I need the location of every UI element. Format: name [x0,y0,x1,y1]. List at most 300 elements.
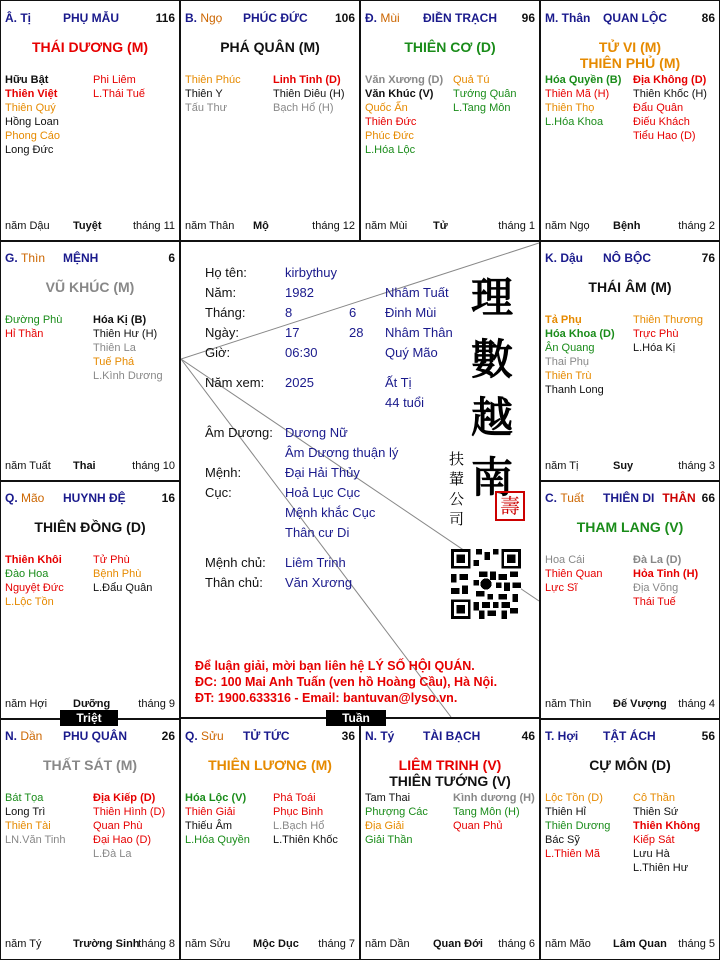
triet-tag: Triệt [60,710,118,726]
palace-branch-name: Mùi [380,11,400,25]
main-star: VŨ KHÚC (M) [45,279,135,295]
palace-header [541,11,719,27]
palace-name: HUYNH ĐỆ [63,491,126,505]
main-star: THÁI ÂM (M) [588,279,672,295]
palace-branch-code: N. Tý [365,729,395,743]
palace-year: năm Dậu [5,220,50,232]
minor-star: Đường Phù [5,314,63,326]
minor-star: Thiên La [93,342,136,354]
contact-phone-email[interactable]: ĐT: 1900.633316 - Email: bantuvan@lyso.vn. [195,691,458,705]
minor-star: L.Đẩu Quân [93,582,153,594]
palace-header [1,729,179,745]
palace-year: năm Dần [365,938,410,950]
main-star: PHÁ QUÂN (M) [220,39,320,55]
minor-stars-left [5,791,66,847]
palace-number: 106 [334,11,355,25]
palace-footer [1,697,179,711]
minor-stars-right [93,553,152,595]
main-stars [181,757,359,773]
minor-star: Quốc Ấn [365,102,408,114]
minor-stars-right [633,313,703,355]
minor-stars-right [93,313,163,383]
minor-star: L.Hóa Lộc [365,144,416,156]
minor-star: Thái Tuế [633,596,676,608]
palace-stage: Dưỡng [73,698,111,710]
palace-cell-thin[interactable] [0,240,180,482]
palace-branch-code: Q. [5,491,22,505]
minor-star: Quan Phủ [453,820,503,832]
palace-name: PHÚC ĐỨC [243,11,308,25]
palace-number: 46 [521,729,535,743]
minor-star: Thiên Quan [545,568,603,580]
hour-can: Quý Mão [385,345,438,360]
minor-star: Thai Phụ [545,356,590,368]
palace-branch-name: Dần [20,729,43,743]
minor-star: L.Thiên Mã [545,848,601,860]
minor-star: Bạch Hổ (H) [273,102,334,114]
palace-branch [365,729,394,743]
minor-star: Thiên Hỉ [545,806,586,818]
minor-star: Thiên Quý [5,102,56,114]
minor-stars-left [545,73,621,129]
minor-star: Địa Võng [633,582,679,594]
minor-star: Hoa Cái [545,554,585,566]
palace-branch-name: Sửu [201,729,224,743]
minor-stars-left [5,73,60,157]
palace-footer [361,219,539,233]
minor-star: Địa Kiếp (D) [93,792,156,804]
palace-month: tháng 2 [678,220,715,232]
palace-cell-than1[interactable] [540,0,720,242]
cuc-label: Cục: [205,485,232,500]
palace-branch-code: Q. [185,729,202,743]
minor-star: Hồng Loan [5,116,59,128]
palace-branch [185,729,224,743]
minor-stars-right [453,73,517,115]
minor-stars-left [5,553,64,609]
seal-small-text [449,449,469,529]
minor-star: Long Trì [5,806,46,818]
palace-stage: Mộc Dục [253,938,299,950]
contact-line-1: Để luận giải, mời bạn liên hệ LÝ SỐ HỘI QUÁN. [195,659,475,673]
main-star: THIÊN ĐỒNG (D) [34,519,146,535]
minor-star: Hóa Kị (B) [93,314,147,326]
main-star: TỬ VI (M) [598,39,662,55]
minor-star: Kình dương (H) [453,792,535,804]
cuc-value: Hoả Lục Cục [285,485,361,500]
palace-branch [185,11,222,25]
minor-star: Thanh Long [545,384,604,396]
palace-month: tháng 4 [678,698,715,710]
minor-star: L.Đà La [93,848,132,860]
than-cu: Thân cư Di [285,525,350,540]
minor-star: Thiên Thương [633,314,704,326]
palace-name: THIÊN DI THÂN [603,491,696,505]
minor-star: Thiên Phúc [185,74,241,86]
palace-stage: Trường Sinh [73,938,140,950]
center-info-panel [180,240,540,718]
minor-star: Văn Xương (D) [365,74,444,86]
palace-name: TÀI BẠCH [423,729,481,743]
minor-star: Bát Tọa [5,792,44,804]
minor-star: Đẩu Quân [633,102,684,114]
palace-year: năm Tị [545,460,579,472]
palace-month: tháng 8 [138,938,175,950]
year-label: Năm: [205,285,237,300]
main-star: THIÊN PHỦ (M) [579,55,681,71]
minor-star: Ân Quang [545,342,595,354]
year-can: Nhâm Tuất [385,285,449,300]
hour-label: Giờ: [205,345,231,360]
main-stars [1,757,179,773]
palace-number: 116 [155,11,175,25]
palace-year: năm Hợi [5,698,48,710]
palace-number: 16 [161,491,175,505]
palace-stage: Thai [73,460,96,472]
palace-header [361,11,539,27]
palace-cell-ngo[interactable] [180,0,360,242]
minor-star: Tử Phù [93,554,130,566]
minor-star: Hóa Khoa (D) [545,328,615,340]
minor-stars-left [5,313,62,341]
day-can: Nhâm Thân [385,325,453,340]
seal-char-2: 輦 [449,470,465,488]
minor-star: Thiên Dương [545,820,611,832]
view-year-label: Năm xem: [205,375,265,390]
palace-name: TỬ TỨC [243,729,290,743]
minor-stars-right [633,73,707,143]
palace-year: năm Thìn [545,698,592,710]
minor-stars-left [545,313,615,397]
minor-star: Tang Môn (H) [453,806,520,818]
main-star: LIÊM TRINH (V) [398,757,502,773]
minor-stars-left [545,553,602,595]
main-stars [541,39,719,71]
main-star: THIÊN CƠ (D) [404,39,496,55]
minor-star: Giải Thần [365,834,413,846]
palace-cell-tuat[interactable] [540,480,720,720]
than-marker: THÂN [662,491,696,505]
minor-star: Phúc Đức [365,130,414,142]
palace-stage: Tử [433,220,448,232]
minor-star: L.Hóa Kị [633,342,676,354]
main-star: CỰ MÔN (D) [589,757,671,773]
palace-branch [545,11,590,25]
calligraphy-char-3: 越 [471,393,514,442]
palace-name: ĐIỀN TRẠCH [423,11,497,25]
palace-footer [541,219,719,233]
palace-branch-code: B. [185,11,201,25]
minor-star: Tiểu Hao (D) [633,130,696,142]
palace-branch-code: T. Hợi [545,729,579,743]
month-label: Tháng: [205,305,246,320]
minor-star: Tuế Phá [93,356,135,368]
palace-branch [545,251,583,265]
palace-month: tháng 1 [498,220,535,232]
seal-char-4: 司 [449,510,465,528]
main-star: THÁI DƯƠNG (M) [31,39,149,55]
palace-branch-name: Ngọ [200,11,223,25]
palace-name: PHỤ MẪU [63,11,119,25]
palace-name: NÔ BỘC [603,251,651,265]
palace-branch-code: Â. Tị [5,11,31,25]
minor-stars-right [93,791,165,861]
minor-star: Thiếu Âm [185,820,233,832]
qr-code-icon[interactable] [451,549,521,619]
palace-month: tháng 10 [132,460,175,472]
seal-char-3: 公 [449,490,465,508]
minor-star: Thiên Tài [5,820,51,832]
minor-star: Phong Cáo [5,130,61,142]
palace-month: tháng 5 [678,938,715,950]
palace-year: năm Tý [5,938,42,950]
month-lunar: 6 [349,305,357,320]
minor-star: LN.Văn Tinh [5,834,66,846]
palace-month: tháng 11 [132,220,175,232]
palace-cell-dan[interactable] [0,718,180,960]
palace-header [181,11,359,27]
minor-star: Hóa Quyền (B) [545,74,622,86]
main-stars [1,279,179,295]
view-year-value: 2025 [285,375,314,390]
palace-stage: Mộ [253,220,269,232]
minor-star: Nguyệt Đức [5,582,64,594]
minor-star: Địa Không (D) [633,74,707,86]
palace-header [181,729,359,745]
minor-star: Hữu Bật [5,74,49,86]
minor-star: Kiếp Sát [633,834,675,846]
minor-stars-right [273,791,338,847]
palace-stage: Quan Đới [433,938,483,950]
palace-header [1,491,179,507]
main-star: THẤT SÁT (M) [42,757,138,773]
palace-month: tháng 12 [312,220,355,232]
minor-star: Linh Tinh (D) [273,74,341,86]
year-value: 1982 [285,285,314,300]
palace-number: 66 [701,491,715,505]
minor-star: Thiên Thọ [545,102,595,114]
palace-year: năm Sửu [185,938,231,950]
palace-month: tháng 3 [678,460,715,472]
contact-address: ĐC: 100 Mai Anh Tuấn (ven hồ Hoàng Cầu), Hà Nội. [195,675,498,689]
palace-year: năm Mùi [365,220,408,232]
palace-month: tháng 7 [318,938,355,950]
palace-number: 36 [341,729,355,743]
palace-cell-mao[interactable] [0,480,180,720]
main-stars [1,39,179,55]
main-stars [541,279,719,295]
minor-star: L.Thiên Khốc [273,834,338,846]
minor-star: Bệnh Phù [93,568,142,580]
palace-number: 86 [701,11,715,25]
tuan-tag: Tuần [326,710,386,726]
main-star: THIÊN TƯỚNG (V) [389,773,511,789]
minor-star: L.Bạch Hổ [273,820,325,832]
palace-name: MỆNH [63,251,99,265]
palace-cell-hoi[interactable] [540,718,720,960]
minor-star: Long Đức [5,144,54,156]
menh-label: Mệnh: [205,465,242,480]
minor-star: Thiên Trù [545,370,592,382]
main-stars [181,39,359,55]
palace-year: năm Tuất [5,460,51,472]
palace-stage: Đế Vượng [613,698,667,710]
minor-star: Thiên Khốc (H) [633,88,707,100]
palace-branch-code: N. [5,729,21,743]
age-value: 44 tuổi [385,395,425,410]
palace-header [1,11,179,27]
palace-number: 6 [168,251,175,265]
calligraphy-char-4: 南 [471,453,514,502]
minor-star: Thiên Hình (D) [93,806,166,818]
minor-stars-right [93,73,145,101]
minor-star: Trực Phù [633,328,679,340]
palace-stage: Tuyệt [73,220,102,232]
minor-star: L.Tang Môn [453,102,511,114]
palace-branch-code: K. Dậu [545,251,584,265]
palace-cell-mui[interactable] [360,0,540,242]
minor-stars-right [273,73,345,115]
month-can: Đinh Mùi [385,305,437,320]
palace-branch [5,11,31,25]
minor-star: Địa Giải [365,820,405,832]
menh-chu-label: Mệnh chủ: [205,555,266,570]
minor-star: Hóa Lộc (V) [185,792,247,804]
minor-star: Hỉ Thần [5,328,44,340]
minor-star: Đà La (D) [633,554,682,566]
minor-stars-left [185,73,241,115]
main-stars [361,39,539,55]
palace-name: QUAN LỘC [603,11,667,25]
minor-star: L.Hóa Khoa [545,116,604,128]
palace-name: PHU QUÂN [63,729,128,743]
minor-stars-left [185,791,250,847]
palace-year: năm Ngọ [545,220,590,232]
amduong-note: Âm Dương thuận lý [285,445,399,460]
minor-star: Tam Thai [365,792,411,804]
minor-star: Phục Binh [273,806,324,818]
palace-name: TẬT ÁCH [603,729,656,743]
minor-star: Đại Hao (D) [93,834,152,846]
palace-branch-code: C. [545,491,561,505]
day-value: 17 [285,325,300,340]
palace-header [541,729,719,745]
palace-header [541,491,719,507]
main-stars [541,757,719,773]
palace-cell-suu[interactable] [180,718,360,960]
palace-footer [541,697,719,711]
palace-stage: Lâm Quan [613,938,667,950]
palace-branch [545,729,578,743]
palace-footer [541,459,719,473]
palace-branch [5,729,42,743]
palace-branch [5,251,45,265]
calligraphy-char-2: 數 [471,335,514,384]
palace-footer [1,459,179,473]
main-stars [1,519,179,535]
minor-star: L.Thiên Hư [633,862,689,874]
minor-star: L.Kình Dương [93,370,163,382]
palace-footer [181,219,359,233]
palace-branch-name: Thìn [21,251,46,265]
palace-number: 96 [521,11,535,25]
name-label: Họ tên: [205,265,247,280]
palace-cell-ty[interactable] [360,718,540,960]
minor-stars-right [453,791,535,833]
palace-branch [5,491,44,505]
menh-value: Đại Hải Thủy [285,465,360,480]
minor-star: Thiên Hư (H) [93,328,158,340]
palace-branch-code: Đ. [365,11,381,25]
palace-number: 76 [701,251,715,265]
minor-star: L.Lộc Tồn [5,596,54,608]
palace-branch [545,491,584,505]
cuc-note: Mệnh khắc Cục [285,505,376,520]
minor-star: Quả Tú [453,74,490,86]
palace-header [1,251,179,267]
minor-star: Lưu Hà [633,848,670,860]
amduong-value: Dương Nữ [285,425,348,440]
minor-star: Tả Phụ [545,314,582,326]
minor-star: Thiên Mã (H) [545,88,610,100]
minor-star: L.Hóa Quyền [185,834,250,846]
minor-star: Lực Sĩ [545,582,578,594]
menh-chu-value: Liêm Trinh [285,555,346,570]
palace-year: năm Thân [185,220,235,232]
palace-branch-code: G. [5,251,22,265]
minor-star: Thiên Y [185,88,223,100]
palace-branch-code: M. Thân [545,11,591,25]
minor-star: Bác Sỹ [545,834,580,846]
palace-header [361,729,539,745]
palace-branch-name: Mão [21,491,45,505]
palace-branch-name: Tuất [560,491,584,505]
palace-footer [1,219,179,233]
minor-star: Hỏa Tinh (H) [633,568,699,580]
minor-star: Quan Phù [93,820,143,832]
month-value: 8 [285,305,293,320]
than-chu-value: Văn Xương [285,575,353,590]
minor-star: Tấu Thư [185,102,228,114]
minor-star: Phá Toái [273,792,316,804]
minor-stars-left [365,73,443,157]
palace-header [541,251,719,267]
minor-star: Thiên Sứ [633,806,679,818]
palace-cell-ti[interactable] [0,0,180,242]
than-chu-label: Thân chủ: [205,575,263,590]
minor-star: Thiên Không [633,820,701,832]
main-stars [361,757,539,789]
minor-star: Thiên Khôi [5,554,62,566]
palace-stage: Bệnh [613,220,641,232]
minor-star: Đào Hoa [5,568,49,580]
palace-month: tháng 6 [498,938,535,950]
palace-month: tháng 9 [138,698,175,710]
minor-star: Cô Thần [633,792,675,804]
minor-star: Điếu Khách [633,116,690,128]
minor-star: Thiên Việt [5,88,58,100]
name-value: kirbythuy [285,265,338,280]
palace-footer [1,937,179,951]
minor-star: Lộc Tồn (D) [545,792,603,804]
palace-year: năm Mão [545,938,591,950]
minor-star: L.Thái Tuế [93,88,145,100]
palace-footer [541,937,719,951]
minor-stars-right [633,553,698,609]
minor-star: Phi Liêm [93,74,136,86]
main-star: THAM LANG (V) [576,519,684,535]
palace-cell-dau[interactable] [540,240,720,482]
